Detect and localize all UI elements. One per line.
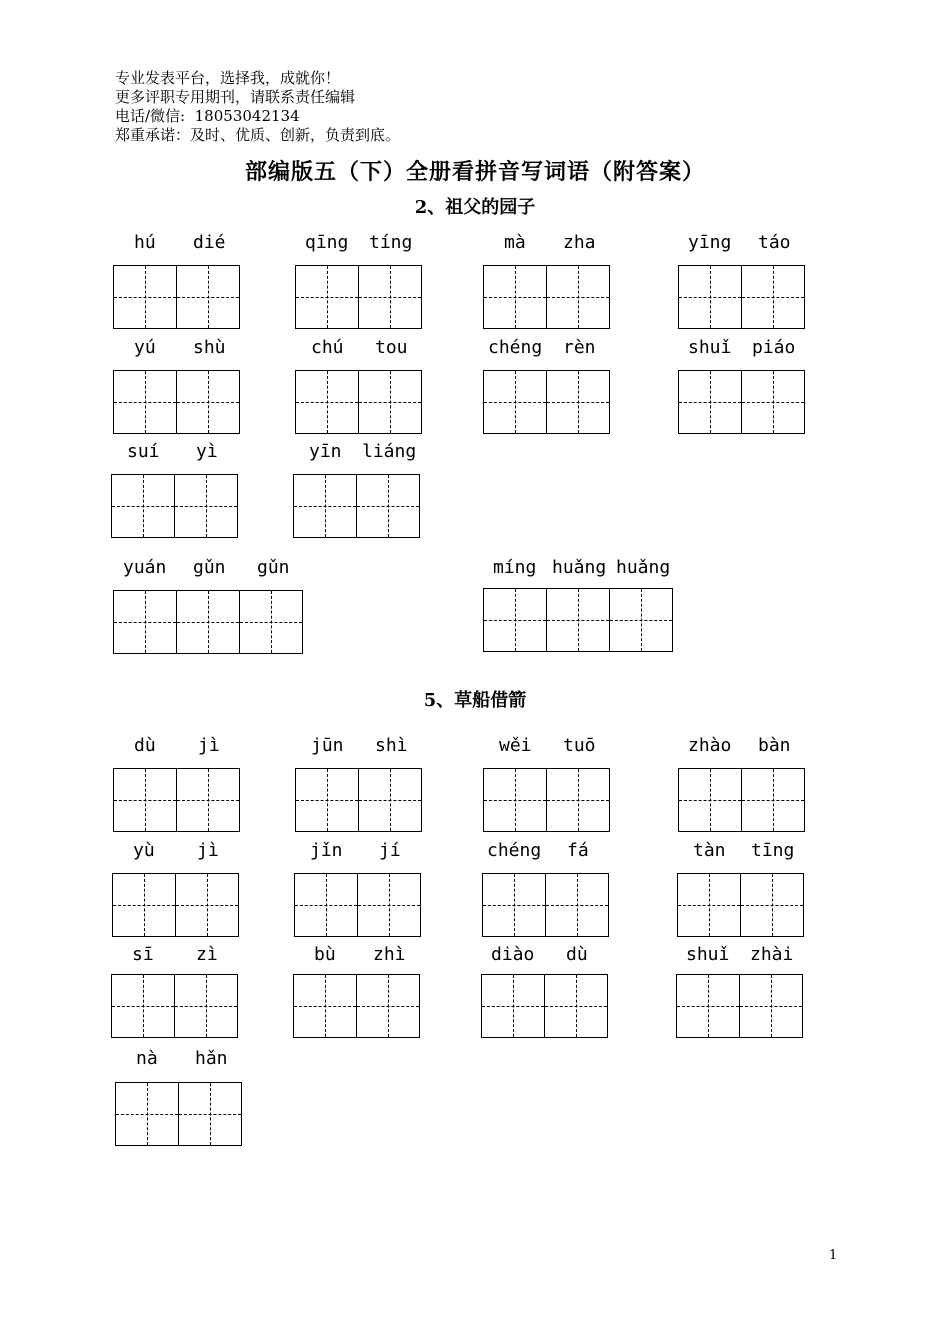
writing-box[interactable] — [739, 974, 803, 1038]
page-number: 1 — [829, 1248, 838, 1263]
writing-box[interactable] — [294, 873, 358, 937]
pinyin-syllable: wěi — [499, 735, 532, 756]
word-item — [676, 944, 804, 1040]
pinyin-syllable: zhài — [750, 944, 794, 965]
pinyin-syllable: yú — [134, 337, 156, 358]
word-item — [678, 337, 806, 436]
pinyin-syllable: shì — [375, 735, 408, 756]
writing-box[interactable] — [293, 474, 357, 538]
writing-grid — [481, 974, 608, 1038]
writing-grid — [677, 873, 804, 937]
writing-box[interactable] — [176, 265, 240, 329]
pinyin-syllable: tou — [375, 337, 408, 358]
writing-box[interactable] — [356, 974, 420, 1038]
pinyin-syllable: zhào — [688, 735, 732, 756]
writing-box[interactable] — [741, 370, 805, 434]
writing-box[interactable] — [111, 474, 175, 538]
writing-grid — [678, 370, 805, 434]
pinyin-syllable: jūn — [311, 735, 344, 756]
writing-grid — [295, 370, 422, 434]
writing-grid — [112, 873, 239, 937]
pinyin-syllable: dù — [134, 735, 156, 756]
word-item — [115, 1048, 243, 1148]
section-title-2: 5、草船借箭 — [423, 690, 527, 711]
word-item — [293, 944, 421, 1040]
writing-box[interactable] — [113, 370, 177, 434]
pinyin-syllable: gǔn — [257, 557, 290, 578]
word-item — [295, 232, 423, 331]
writing-grid — [483, 265, 610, 329]
writing-box[interactable] — [357, 873, 421, 937]
pinyin-syllable: huǎng — [552, 557, 607, 578]
writing-grid — [111, 974, 238, 1038]
writing-grid — [483, 588, 673, 652]
pinyin-syllable: míng — [493, 557, 537, 578]
writing-box[interactable] — [483, 265, 547, 329]
pinyin-syllable: hǎn — [195, 1048, 228, 1069]
word-item — [483, 735, 611, 834]
pinyin-syllable: bàn — [758, 735, 791, 756]
pinyin-syllable: bù — [314, 944, 336, 965]
pinyin-syllable: chéng — [488, 337, 543, 358]
writing-box[interactable] — [175, 873, 239, 937]
writing-box[interactable] — [544, 974, 608, 1038]
word-item — [113, 735, 241, 834]
pinyin-syllable: chéng — [487, 840, 542, 861]
writing-grid — [678, 768, 805, 832]
word-item — [483, 557, 675, 654]
word-item — [113, 337, 241, 436]
pinyin-syllable: qīng — [305, 232, 349, 253]
pinyin-syllable: fá — [567, 840, 589, 861]
writing-box[interactable] — [677, 873, 741, 937]
writing-box[interactable] — [239, 590, 303, 654]
word-item — [678, 232, 806, 331]
pinyin-syllable: yù — [133, 840, 155, 861]
word-item — [111, 441, 239, 540]
writing-box[interactable] — [111, 974, 175, 1038]
writing-grid — [115, 1082, 242, 1146]
pinyin-syllable: nà — [136, 1048, 158, 1069]
word-item — [295, 337, 423, 436]
writing-box[interactable] — [678, 370, 742, 434]
writing-box[interactable] — [174, 974, 238, 1038]
pinyin-syllable: dù — [566, 944, 588, 965]
writing-box[interactable] — [174, 474, 238, 538]
pinyin-syllable: piáo — [752, 337, 796, 358]
pinyin-syllable: jǐn — [310, 840, 343, 861]
writing-grid — [113, 370, 240, 434]
writing-box[interactable] — [676, 974, 740, 1038]
pinyin-syllable: jì — [197, 840, 219, 861]
word-item — [112, 840, 240, 939]
pinyin-syllable: huǎng — [616, 557, 671, 578]
header-line: 电话/微信: 18053042134 — [115, 107, 300, 125]
word-item — [113, 232, 241, 331]
writing-grid — [676, 974, 803, 1038]
writing-box[interactable] — [609, 588, 673, 652]
writing-box[interactable] — [113, 768, 177, 832]
writing-grid — [293, 974, 420, 1038]
pinyin-syllable: gǔn — [193, 557, 226, 578]
pinyin-syllable: sī — [132, 944, 154, 965]
pinyin-syllable: jì — [198, 735, 220, 756]
writing-box[interactable] — [678, 768, 742, 832]
pinyin-syllable: zì — [196, 944, 218, 965]
pinyin-syllable: rèn — [563, 337, 596, 358]
section-title-1: 2、祖父的园子 — [414, 197, 536, 218]
header-line: 更多评职专用期刊，请联系责任编辑 — [115, 88, 356, 106]
word-item — [677, 840, 805, 939]
pinyin-syllable: chú — [311, 337, 344, 358]
writing-box[interactable] — [546, 370, 610, 434]
pinyin-syllable: mà — [504, 232, 526, 253]
pinyin-syllable: tíng — [369, 232, 413, 253]
writing-box[interactable] — [176, 768, 240, 832]
word-item — [293, 441, 421, 540]
writing-box[interactable] — [546, 768, 610, 832]
writing-box[interactable] — [481, 974, 545, 1038]
writing-grid — [294, 873, 421, 937]
writing-box[interactable] — [483, 370, 547, 434]
pinyin-syllable: yì — [196, 441, 218, 462]
writing-box[interactable] — [113, 590, 177, 654]
writing-grid — [295, 768, 422, 832]
writing-box[interactable] — [176, 590, 240, 654]
writing-grid — [113, 265, 240, 329]
pinyin-syllable: yīn — [309, 441, 342, 462]
word-item — [481, 944, 609, 1040]
writing-grid — [113, 590, 303, 654]
writing-grid — [113, 768, 240, 832]
writing-box[interactable] — [678, 265, 742, 329]
pinyin-syllable: diào — [491, 944, 535, 965]
writing-box[interactable] — [356, 474, 420, 538]
writing-box[interactable] — [740, 873, 804, 937]
writing-box[interactable] — [358, 768, 422, 832]
writing-box[interactable] — [178, 1082, 242, 1146]
pinyin-syllable: shuǐ — [686, 944, 730, 965]
pinyin-syllable: yuán — [123, 557, 167, 578]
writing-box[interactable] — [358, 265, 422, 329]
pinyin-syllable: shuǐ — [688, 337, 732, 358]
writing-box[interactable] — [546, 588, 610, 652]
writing-box[interactable] — [358, 370, 422, 434]
writing-box[interactable] — [293, 974, 357, 1038]
word-item — [111, 944, 239, 1040]
pinyin-syllable: tīng — [751, 840, 795, 861]
writing-grid — [293, 474, 420, 538]
writing-grid — [678, 265, 805, 329]
pinyin-syllable: liáng — [362, 441, 417, 462]
pinyin-syllable: shù — [193, 337, 226, 358]
writing-box[interactable] — [295, 370, 359, 434]
word-item — [295, 735, 423, 834]
writing-box[interactable] — [741, 265, 805, 329]
word-item — [482, 840, 610, 939]
writing-box[interactable] — [741, 768, 805, 832]
pinyin-syllable: dié — [193, 232, 226, 253]
writing-grid — [483, 768, 610, 832]
writing-box[interactable] — [483, 588, 547, 652]
writing-box[interactable] — [546, 265, 610, 329]
writing-grid — [295, 265, 422, 329]
writing-box[interactable] — [483, 768, 547, 832]
word-item — [678, 735, 806, 834]
word-item — [483, 337, 611, 436]
pinyin-syllable: suí — [127, 441, 160, 462]
writing-box[interactable] — [115, 1082, 179, 1146]
writing-box[interactable] — [113, 265, 177, 329]
pinyin-syllable: zha — [563, 232, 596, 253]
writing-box[interactable] — [295, 768, 359, 832]
writing-box[interactable] — [176, 370, 240, 434]
pinyin-syllable: jí — [379, 840, 401, 861]
header-line: 专业发表平台，选择我，成就你！ — [115, 69, 341, 87]
page-title: 部编版五（下）全册看拼音写词语（附答案） — [244, 159, 705, 185]
pinyin-syllable: zhì — [373, 944, 406, 965]
writing-box[interactable] — [295, 265, 359, 329]
header-line: 郑重承诺：及时、优质、创新，负责到底。 — [115, 126, 401, 144]
writing-grid — [111, 474, 238, 538]
writing-grid — [482, 873, 609, 937]
pinyin-syllable: yīng — [688, 232, 732, 253]
word-item — [113, 557, 305, 656]
writing-grid — [483, 370, 610, 434]
pinyin-syllable: hú — [134, 232, 156, 253]
writing-box[interactable] — [545, 873, 609, 937]
word-item — [294, 840, 422, 939]
pinyin-syllable: tuō — [563, 735, 596, 756]
pinyin-syllable: tàn — [693, 840, 726, 861]
pinyin-syllable: táo — [758, 232, 791, 253]
header-notice — [115, 69, 400, 145]
writing-box[interactable] — [112, 873, 176, 937]
writing-box[interactable] — [482, 873, 546, 937]
word-item — [483, 232, 611, 331]
